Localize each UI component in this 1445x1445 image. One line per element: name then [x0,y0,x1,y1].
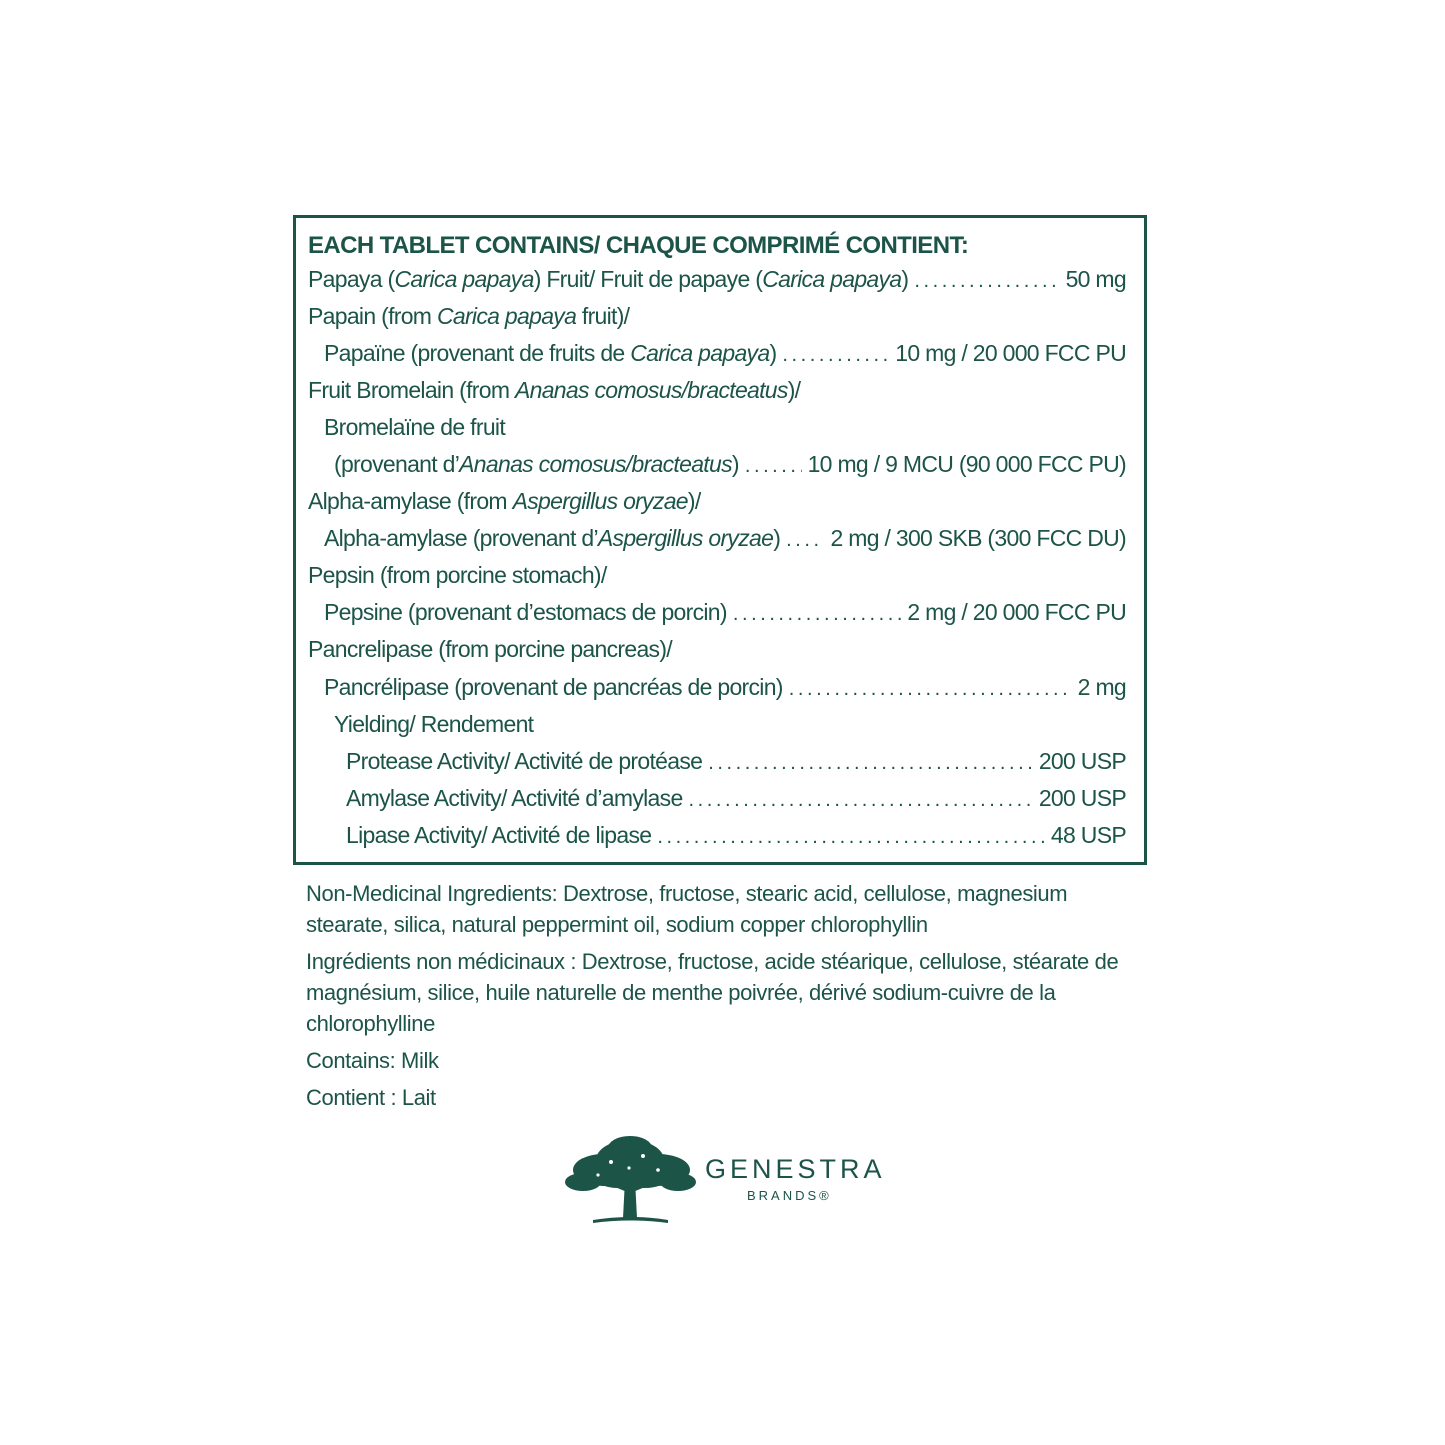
ingredient-amount: 2 mg / 20 000 FCC PU [907,599,1126,625]
ingredient-row [308,266,1126,296]
contains-english: Contains: Milk [306,1048,439,1073]
ingredient-row [324,674,1126,704]
ingredient-name: (provenant d’Ananas comosus/bracteatus) [334,451,739,477]
leader-dots [786,529,824,552]
ingredient-name: Alpha-amylase (provenant d’Aspergillus oryzae) [324,525,781,551]
ingredient-row [324,340,1126,370]
ingredient-amount: 200 USP [1038,785,1126,811]
ingredient-row [334,711,1126,741]
ingredient-name: Papaya (Carica papaya) Fruit/ Fruit de papaye (Carica papaya) [308,266,909,292]
ingredient-row [346,748,1126,778]
ingredient-name: Amylase Activity/ Activité d’amylase [346,785,683,811]
leader-dots [657,826,1045,849]
leader-dots [708,752,1033,775]
leader-dots [782,344,889,367]
ingredient-row [308,488,1126,518]
ingredient-name: Lipase Activity/ Activité de lipase [346,822,652,848]
leader-dots [914,270,1059,293]
ingredient-name: Pancrelipase (from porcine pancreas)/ [308,636,672,662]
ingredient-row [346,822,1126,852]
ingredient-amount: 10 mg / 20 000 FCC PU [895,340,1126,366]
leader-dots [745,455,802,478]
ingredient-name: Pepsin (from porcine stomach)/ [308,562,607,588]
non-medicinal-section [306,878,1136,1119]
ingredient-amount: 200 USP [1038,748,1126,774]
ingredient-row [308,636,1126,666]
ingredient-name: Alpha-amylase (from Aspergillus oryzae)/ [308,488,701,514]
leader-dots [733,603,901,626]
ingredient-row [334,451,1126,481]
ingredient-row [324,599,1126,629]
ingredient-name: Bromelaïne de fruit [324,414,506,440]
ingredient-name: Fruit Bromelain (from Ananas comosus/bracteatus)/ [308,377,801,403]
ingredient-amount: 2 mg [1077,674,1126,700]
leader-dots [689,789,1033,812]
ingredient-row [308,303,1126,333]
ingredient-row [324,525,1126,555]
non-medicinal-french: Ingrédients non médicinaux : Dextrose, fructose, acide stéarique, cellulose, stéarate de magnésium, silice, huile naturelle de menthe poivrée, dérivé sodium-cuivre de la chlorophylline [306,949,1119,1036]
ingredient-row [324,414,1126,444]
ingredient-row [308,377,1126,407]
ingredients-panel [293,215,1147,865]
ingredient-name: Pepsine (provenant d’estomacs de porcin) [324,599,727,625]
panel-heading: EACH TABLET CONTAINS/ CHAQUE COMPRIMÉ CONTIENT: [308,232,969,259]
ingredient-row [308,562,1126,592]
ingredient-amount: 50 mg [1065,266,1126,292]
brand-subtitle: BRANDS® [747,1188,832,1203]
contains-french: Contient : Lait [306,1085,436,1110]
ingredient-amount: 2 mg / 300 SKB (300 FCC DU) [830,525,1126,551]
brand-logo [563,1130,893,1230]
ingredient-name: Yielding/ Rendement [334,711,534,737]
ingredient-name: Papaïne (provenant de fruits de Carica papaya) [324,340,777,366]
tree-icon [563,1130,698,1230]
non-medicinal-english: Non-Medicinal Ingredients: Dextrose, fructose, stearic acid, cellulose, magnesium stearate, silica, natural peppermint oil, sodium copper chlorophyllin [306,881,1068,937]
ingredient-amount: 48 USP [1050,822,1126,848]
leader-dots [789,678,1072,701]
ingredient-name: Pancrélipase (provenant de pancréas de porcin) [324,674,783,700]
ingredient-amount: 10 mg / 9 MCU (90 000 FCC PU) [807,451,1126,477]
ingredient-row [346,785,1126,815]
ingredient-name: Protease Activity/ Activité de protéase [346,748,703,774]
brand-name: GENESTRA [705,1154,886,1184]
ingredient-name: Papain (from Carica papaya fruit)/ [308,303,630,329]
